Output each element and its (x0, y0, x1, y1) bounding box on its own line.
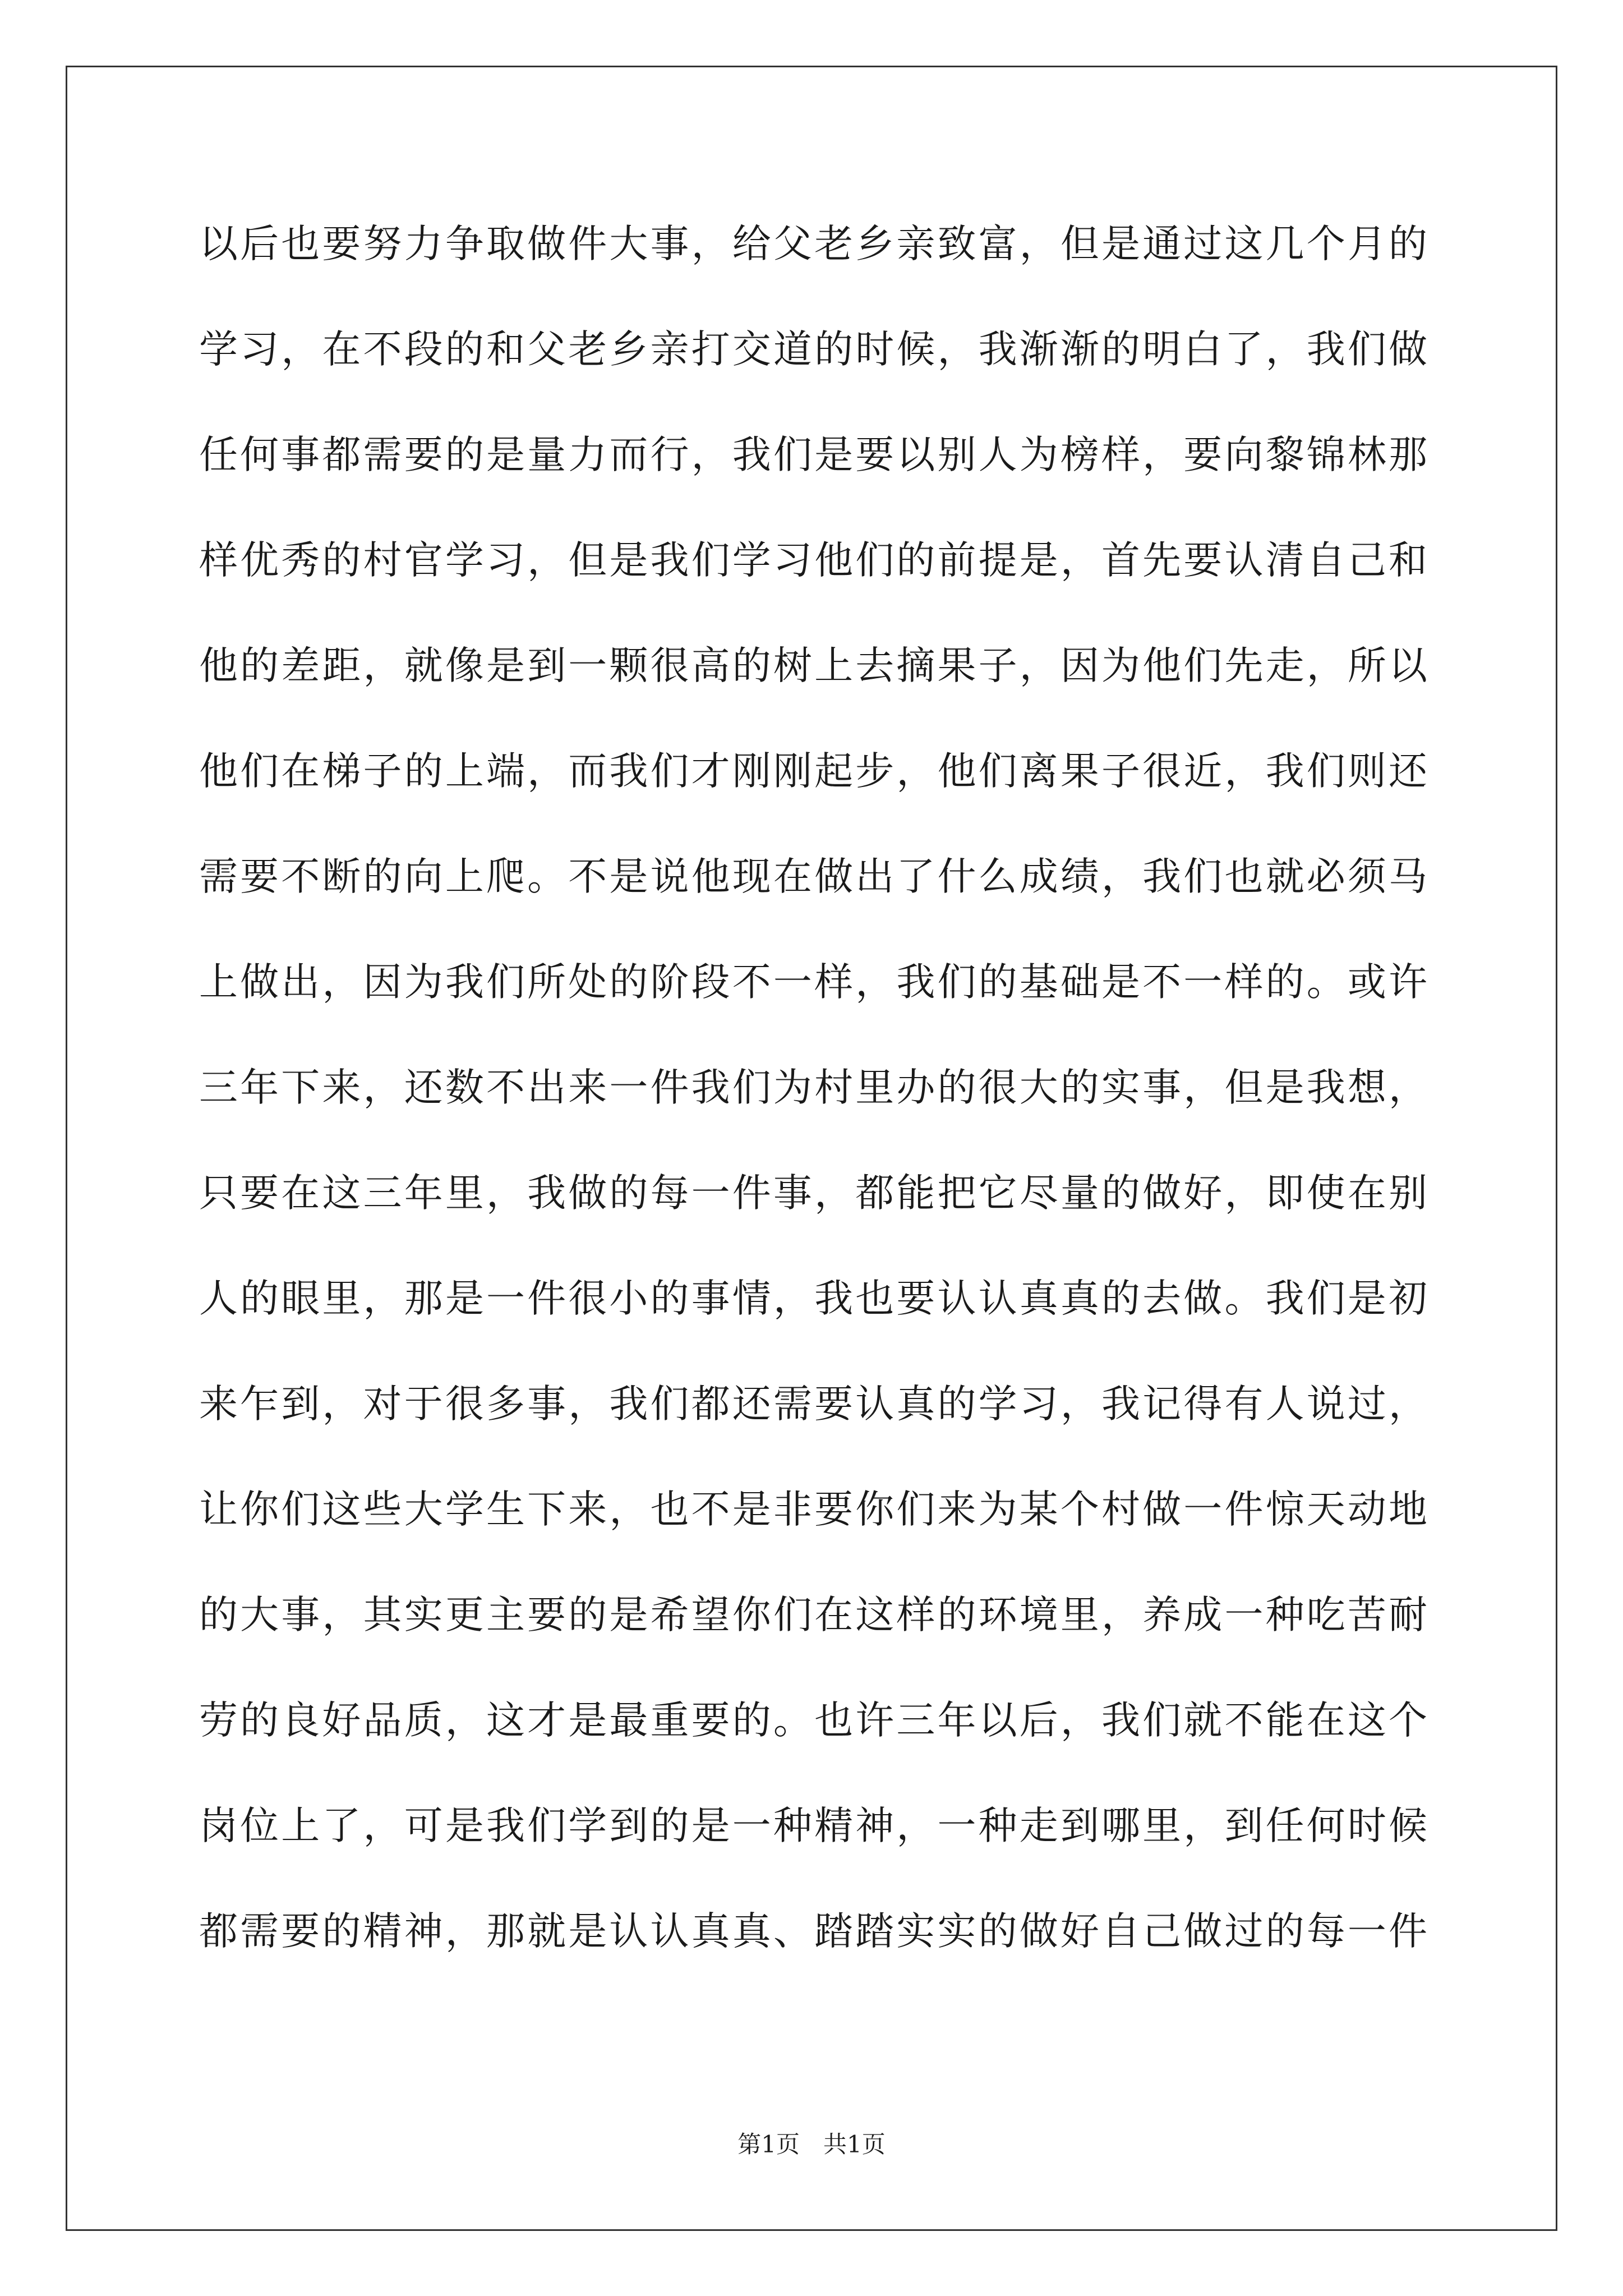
text-line: 只要在这三年里，我做的每一件事，都能把它尽量的做好，即使在别 (199, 1171, 1427, 1216)
text-line: 他们在梯子的上端，而我们才刚刚起步，他们离果子很近，我们则还 (199, 749, 1427, 794)
text-line: 上做出，因为我们所处的阶段不一样，我们的基础是不一样的。或许 (199, 960, 1427, 1005)
text-line: 的大事，其实更主要的是希望你们在这样的环境里，养成一种吃苦耐 (199, 1593, 1427, 1637)
text-line: 需要不断的向上爬。不是说他现在做出了什么成绩，我们也就必须马 (199, 854, 1427, 899)
page-footer: 第1页 共1页 (737, 2131, 886, 2158)
text-line: 劳的良好品质，这才是最重要的。也许三年以后，我们就不能在这个 (199, 1698, 1427, 1743)
text-line: 三年下来，还数不出来一件我们为村里办的很大的实事，但是我想， (199, 1065, 1427, 1110)
text-line: 学习，在不段的和父老乡亲打交道的时候，我渐渐的明白了，我们做 (199, 327, 1427, 372)
text-line: 都需要的精神，那就是认认真真、踏踏实实的做好自己做过的每一件 (199, 1909, 1427, 1954)
text-line: 样优秀的村官学习，但是我们学习他们的前提是，首先要认清自己和 (199, 538, 1427, 583)
text-line: 他的差距，就像是到一颗很高的树上去摘果子，因为他们先走，所以 (199, 643, 1427, 688)
text-line: 岗位上了，可是我们学到的是一种精神，一种走到哪里，到任何时候 (199, 1803, 1427, 1848)
body-text (199, 210, 1427, 2003)
text-line: 以后也要努力争取做件大事，给父老乡亲致富，但是通过这几个月的 (199, 222, 1427, 266)
text-line: 任何事都需要的是量力而行，我们是要以别人为榜样，要向黎锦林那 (199, 432, 1427, 477)
text-line: 让你们这些大学生下来，也不是非要你们来为某个村做一件惊天动地 (199, 1487, 1427, 1532)
text-line: 来乍到，对于很多事，我们都还需要认真的学习，我记得有人说过， (199, 1382, 1427, 1427)
text-line: 人的眼里，那是一件很小的事情，我也要认认真真的去做。我们是初 (199, 1276, 1427, 1321)
